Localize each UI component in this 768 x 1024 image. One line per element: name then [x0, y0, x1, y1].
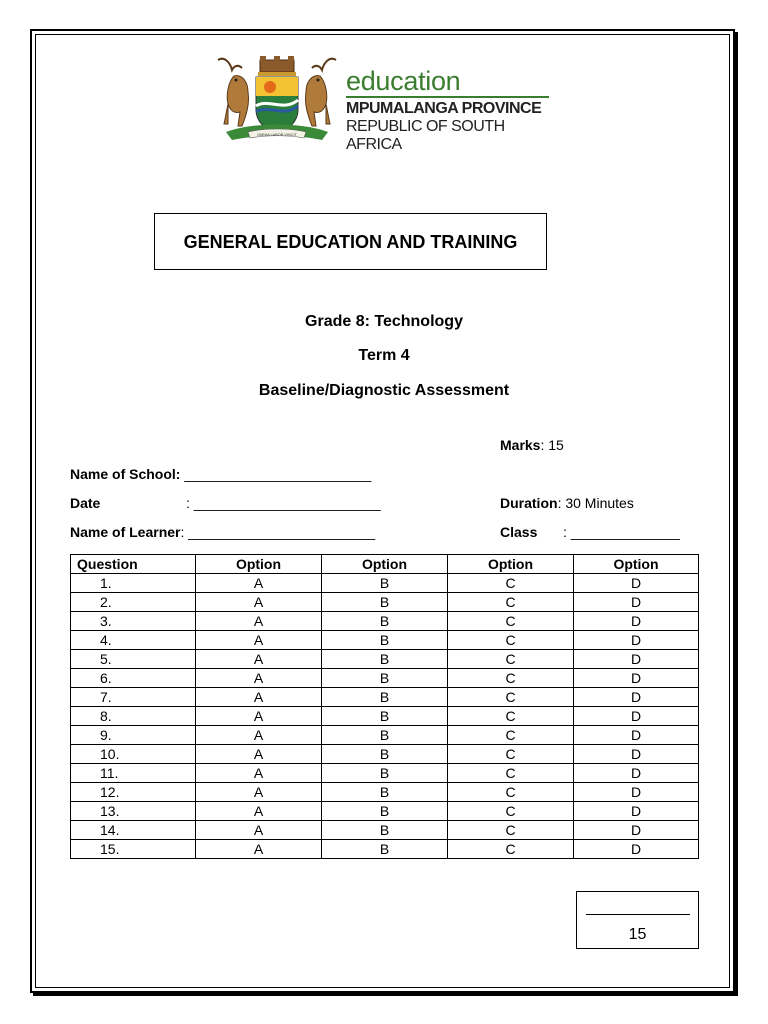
table-row	[71, 688, 699, 707]
crown-icon	[258, 56, 296, 76]
option-b[interactable]: B	[322, 840, 448, 859]
option-d[interactable]: D	[574, 821, 699, 840]
option-d[interactable]: D	[574, 574, 699, 593]
option-b[interactable]: B	[322, 612, 448, 631]
date-field[interactable]	[186, 495, 381, 511]
question-number: 2.	[71, 593, 196, 612]
option-d[interactable]: D	[574, 688, 699, 707]
option-c[interactable]: C	[448, 745, 574, 764]
option-a[interactable]: A	[196, 764, 322, 783]
question-number: 4.	[71, 631, 196, 650]
option-b[interactable]: B	[322, 726, 448, 745]
learner-field	[70, 524, 375, 540]
header-option: Option	[574, 555, 699, 574]
marks-value: : 15	[540, 437, 564, 453]
option-c[interactable]: C	[448, 574, 574, 593]
option-a[interactable]: A	[196, 726, 322, 745]
option-b[interactable]: B	[322, 707, 448, 726]
option-d[interactable]: D	[574, 726, 699, 745]
question-number: 8.	[71, 707, 196, 726]
header-option: Option	[196, 555, 322, 574]
left-kudu-icon	[218, 59, 249, 126]
option-b[interactable]: B	[322, 764, 448, 783]
marks-label: Marks	[500, 437, 541, 453]
option-c[interactable]: C	[448, 764, 574, 783]
answer-table	[70, 554, 699, 859]
option-c[interactable]: C	[448, 612, 574, 631]
option-d[interactable]: D	[574, 745, 699, 764]
right-kudu-icon	[305, 59, 336, 126]
table-row	[71, 650, 699, 669]
score-box	[576, 891, 699, 949]
school-blank[interactable]: ________________________	[180, 466, 372, 482]
table-row	[71, 764, 699, 783]
option-a[interactable]: A	[196, 612, 322, 631]
option-c[interactable]: C	[448, 631, 574, 650]
option-c[interactable]: C	[448, 783, 574, 802]
learner-blank[interactable]: : ________________________	[180, 524, 376, 540]
table-row	[71, 574, 699, 593]
option-a[interactable]: A	[196, 688, 322, 707]
option-d[interactable]: D	[574, 802, 699, 821]
option-d[interactable]: D	[574, 593, 699, 612]
option-a[interactable]: A	[196, 669, 322, 688]
score-blank-line[interactable]	[586, 914, 690, 915]
question-number: 13.	[71, 802, 196, 821]
table-header-row	[71, 555, 699, 574]
option-d[interactable]: D	[574, 631, 699, 650]
option-a[interactable]: A	[196, 631, 322, 650]
option-b[interactable]: B	[322, 745, 448, 764]
school-label: Name of School:	[70, 466, 181, 482]
option-c[interactable]: C	[448, 707, 574, 726]
option-c[interactable]: C	[448, 593, 574, 612]
table-row	[71, 840, 699, 859]
duration-label: Duration	[500, 495, 558, 511]
header-option: Option	[448, 555, 574, 574]
date-label: Date	[70, 495, 101, 511]
option-b[interactable]: B	[322, 650, 448, 669]
date-field-label	[70, 495, 100, 511]
header-question: Question	[71, 555, 196, 574]
crest-motto: OMNIA LABOR VINCIT	[257, 133, 297, 137]
brand-divider	[346, 96, 549, 98]
class-blank[interactable]: : ______________	[563, 524, 680, 540]
brand-country: REPUBLIC OF SOUTH AFRICA	[346, 118, 505, 153]
option-d[interactable]: D	[574, 612, 699, 631]
assessment-type: Baseline/Diagnostic Assessment	[258, 382, 510, 399]
document-title-box	[154, 213, 547, 270]
option-b[interactable]: B	[322, 593, 448, 612]
coat-of-arms-icon	[212, 52, 342, 148]
table-row	[71, 802, 699, 821]
option-a[interactable]: A	[196, 821, 322, 840]
header-logo	[212, 52, 557, 152]
question-number: 9.	[71, 726, 196, 745]
table-row	[71, 726, 699, 745]
table-row	[71, 669, 699, 688]
term-label: Term 4	[358, 347, 410, 364]
table-row	[71, 612, 699, 631]
marks-field	[500, 437, 564, 453]
question-number: 1.	[71, 574, 196, 593]
question-number: 6.	[71, 669, 196, 688]
option-a[interactable]: A	[196, 840, 322, 859]
option-a[interactable]: A	[196, 802, 322, 821]
duration-value: : 30 Minutes	[557, 495, 634, 511]
question-number: 10.	[71, 745, 196, 764]
option-c[interactable]: C	[448, 688, 574, 707]
option-d[interactable]: D	[574, 783, 699, 802]
option-b[interactable]: B	[322, 783, 448, 802]
table-row	[71, 821, 699, 840]
option-c[interactable]: C	[448, 650, 574, 669]
question-number: 3.	[71, 612, 196, 631]
brand-province: MPUMALANGA PROVINCE	[346, 100, 542, 117]
option-d[interactable]: D	[574, 650, 699, 669]
date-blank[interactable]: : ________________________	[186, 495, 381, 511]
duration-field	[500, 495, 634, 511]
option-b[interactable]: B	[322, 669, 448, 688]
school-field	[70, 466, 371, 482]
grade-subject: Grade 8: Technology	[305, 313, 463, 330]
class-field-label	[500, 524, 537, 540]
option-c[interactable]: C	[448, 726, 574, 745]
option-c[interactable]: C	[448, 840, 574, 859]
question-number: 12.	[71, 783, 196, 802]
option-d[interactable]: D	[574, 764, 699, 783]
score-total: 15	[628, 926, 647, 943]
table-row	[71, 593, 699, 612]
header-option: Option	[322, 555, 448, 574]
option-d[interactable]: D	[574, 669, 699, 688]
table-row	[71, 631, 699, 650]
option-c[interactable]: C	[448, 802, 574, 821]
document-title: GENERAL EDUCATION AND TRAINING	[183, 231, 518, 252]
question-number: 5.	[71, 650, 196, 669]
option-a[interactable]: A	[196, 707, 322, 726]
option-c[interactable]: C	[448, 821, 574, 840]
option-a[interactable]: A	[196, 593, 322, 612]
question-number: 14.	[71, 821, 196, 840]
option-a[interactable]: A	[196, 745, 322, 764]
option-b[interactable]: B	[322, 631, 448, 650]
learner-label: Name of Learner	[70, 524, 181, 540]
option-b[interactable]: B	[322, 688, 448, 707]
option-a[interactable]: A	[196, 783, 322, 802]
class-field[interactable]	[563, 524, 680, 540]
table-row	[71, 745, 699, 764]
class-label: Class	[500, 524, 538, 540]
question-number: 11.	[71, 764, 196, 783]
option-a[interactable]: A	[196, 574, 322, 593]
option-d[interactable]: D	[574, 840, 699, 859]
question-number: 7.	[71, 688, 196, 707]
option-b[interactable]: B	[322, 802, 448, 821]
option-b[interactable]: B	[322, 574, 448, 593]
option-d[interactable]: D	[574, 707, 699, 726]
brand-education: education	[346, 66, 461, 96]
table-row	[71, 783, 699, 802]
question-number: 15.	[71, 840, 196, 859]
option-a[interactable]: A	[196, 650, 322, 669]
option-b[interactable]: B	[322, 821, 448, 840]
table-row	[71, 707, 699, 726]
option-c[interactable]: C	[448, 669, 574, 688]
